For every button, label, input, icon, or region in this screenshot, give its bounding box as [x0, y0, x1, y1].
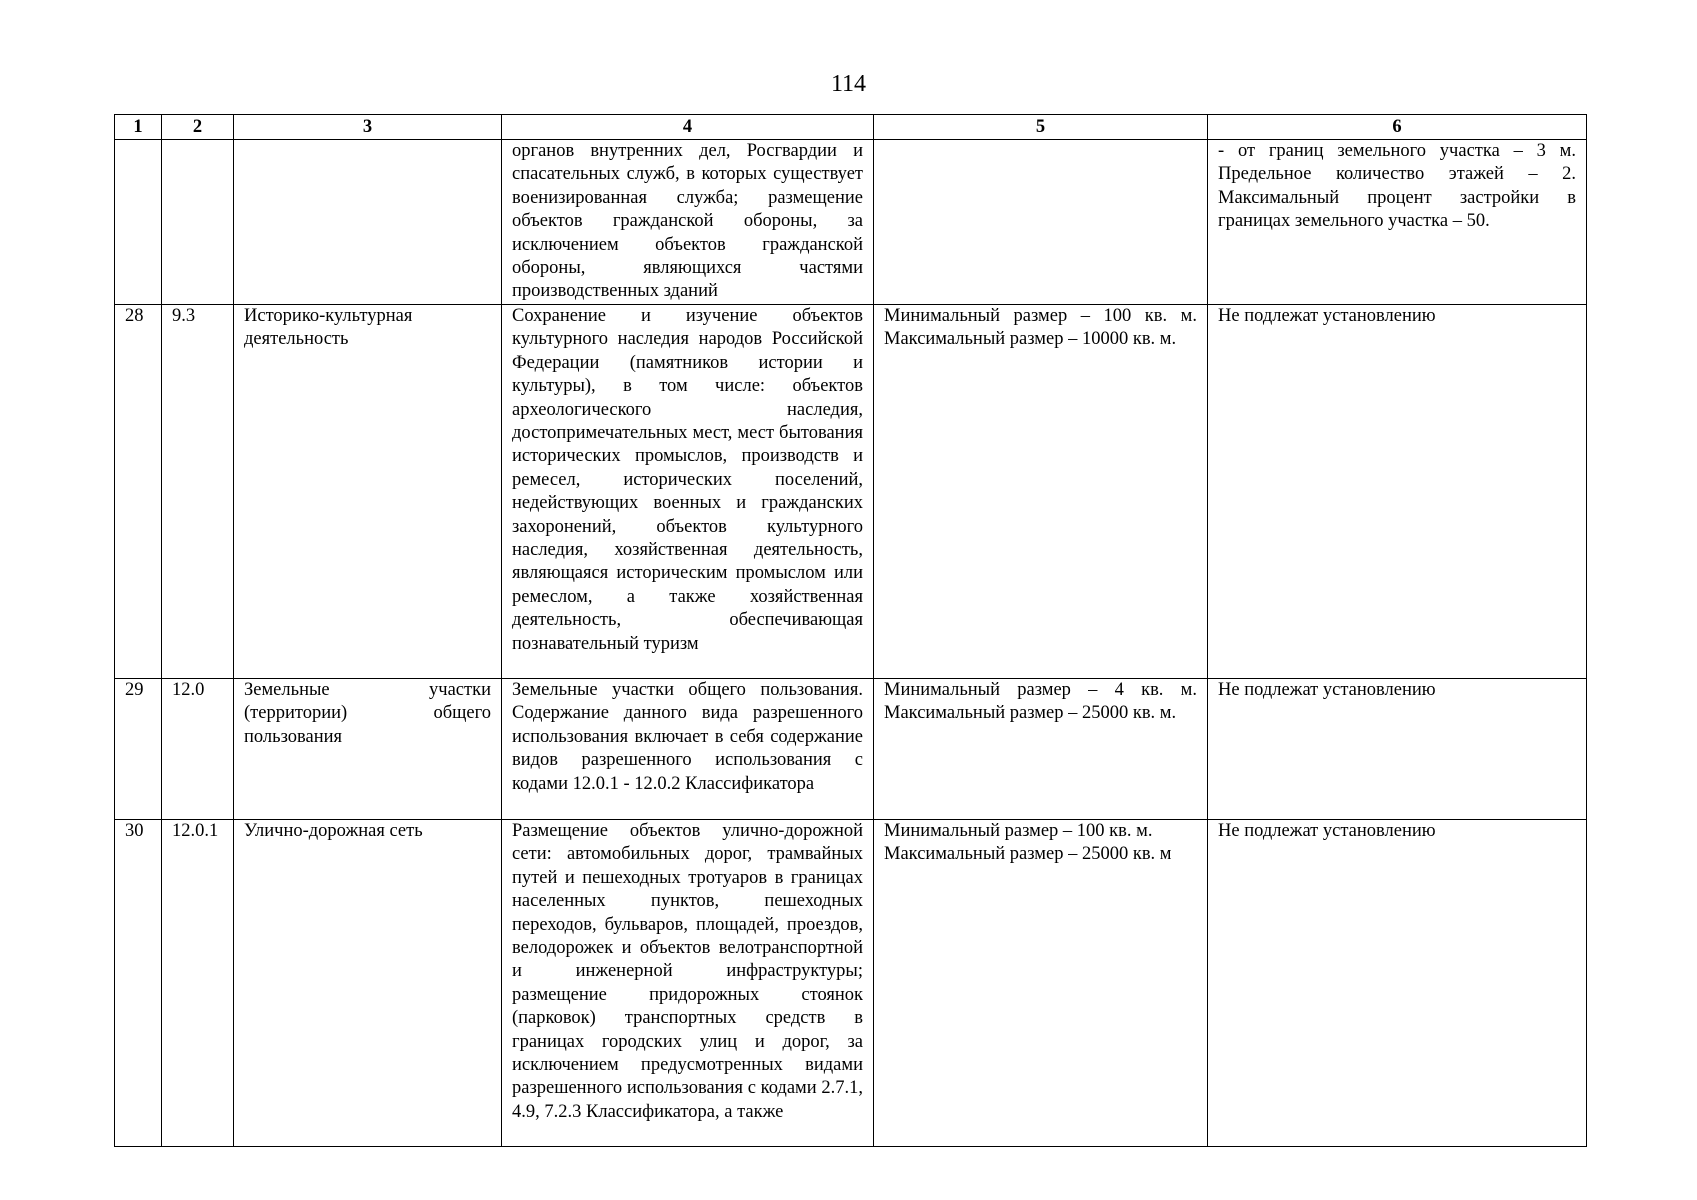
- row-description: Земельные участки общего пользования. Содержание данного вида разрешенного использования включает в себя содержание видов разрешенного использования с кодами 12.0.1 - 12.0.2 Классификатора: [502, 679, 874, 820]
- land-use-table: [114, 114, 1587, 1147]
- column-header: 5: [874, 115, 1208, 140]
- row-size: Минимальный размер – 100 кв. м. Максимальный размер – 10000 кв. м.: [874, 305, 1208, 679]
- row-params: Не подлежат установлению: [1208, 820, 1587, 1147]
- row-name: Улично-дорожная сеть: [234, 820, 502, 1147]
- table-row: [115, 305, 1587, 679]
- row-description: Сохранение и изучение объектов культурного наследия народов Российской Федерации (памятников истории и культуры), в том числе: объектов археологического наследия, достопримечательных мест, мест бытования исторических промыслов, производств и ремесел, исторических поселений, недействующих военных и гражданских захоронений, объектов культурного наследия, хозяйственная деятельность, являющаяся историческим промыслом или ремеслом, а также хозяйственная деятельность, обеспечивающая познавательный туризм: [502, 305, 874, 679]
- row-params: Не подлежат установлению: [1208, 679, 1587, 820]
- table-row: [115, 820, 1587, 1147]
- row-params: Не подлежат установлению: [1208, 305, 1587, 679]
- row-size: Минимальный размер – 4 кв. м. Максимальный размер – 25000 кв. м.: [874, 679, 1208, 820]
- column-header: 3: [234, 115, 502, 140]
- table-row: [115, 140, 1587, 305]
- row-params: - от границ земельного участка – 3 м. Предельное количество этажей – 2. Максимальный процент застройки в границах земельного участка – 50.: [1208, 140, 1587, 305]
- row-name: [234, 140, 502, 305]
- column-header: 1: [115, 115, 162, 140]
- row-size: Минимальный размер – 100 кв. м. Максимальный размер – 25000 кв. м: [874, 820, 1208, 1147]
- row-code: 9.3: [162, 305, 234, 679]
- column-header: 6: [1208, 115, 1587, 140]
- row-number: 28: [115, 305, 162, 679]
- row-name: Земельные участки (территории) общего пользования: [234, 679, 502, 820]
- row-number: [115, 140, 162, 305]
- row-number: 30: [115, 820, 162, 1147]
- page-number: 114: [830, 71, 867, 97]
- row-number: 29: [115, 679, 162, 820]
- column-header: 4: [502, 115, 874, 140]
- row-code: 12.0: [162, 679, 234, 820]
- row-size: [874, 140, 1208, 305]
- table-row: [115, 679, 1587, 820]
- row-code: 12.0.1: [162, 820, 234, 1147]
- row-code: [162, 140, 234, 305]
- table-header-row: [115, 115, 1587, 140]
- row-description: органов внутренних дел, Росгвардии и спасательных служб, в которых существует военизированная служба; размещение объектов гражданской обороны, за исключением объектов гражданской обороны, являющихся частями производственных зданий: [502, 140, 874, 305]
- column-header: 2: [162, 115, 234, 140]
- row-description: Размещение объектов улично-дорожной сети: автомобильных дорог, трамвайных путей и пешеходных тротуаров в границах населенных пунктов, пешеходных переходов, бульваров, площадей, проездов, велодорожек и объектов велотранспортной и инженерной инфраструктуры; размещение придорожных стоянок (парковок) транспортных средств в границах городских улиц и дорог, за исключением предусмотренных видами разрешенного использования с кодами 2.7.1, 4.9, 7.2.3 Классификатора, а также: [502, 820, 874, 1147]
- row-name: Историко-культурная деятельность: [234, 305, 502, 679]
